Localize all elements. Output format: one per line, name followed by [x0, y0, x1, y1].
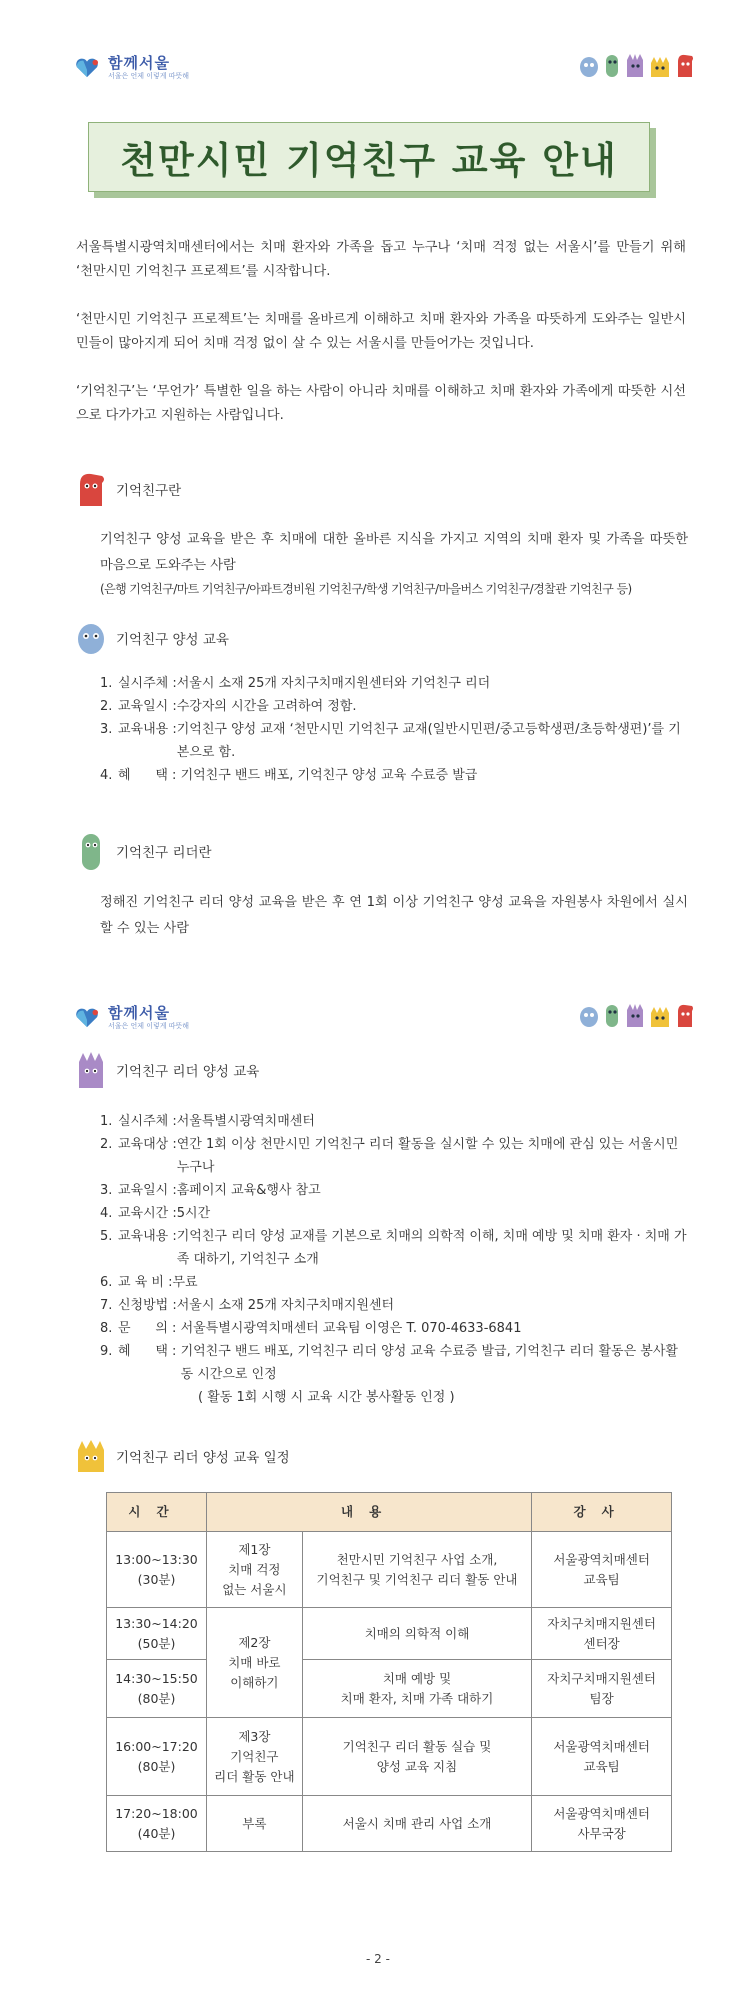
section-what-is-memory-friend: [74, 470, 181, 508]
list-value: 5시간: [176, 1206, 211, 1221]
list-number: 8.: [100, 1321, 113, 1336]
list-number: 7.: [100, 1298, 113, 1313]
list-key: 신청방법 :: [118, 1298, 177, 1313]
yellow-character-icon: [649, 1004, 671, 1028]
content-cell: 기억친구 리더 활동 실습 및 양성 교육 지침: [302, 1718, 531, 1796]
content-cell: 치매의 의학적 이해: [302, 1608, 531, 1660]
list-item: [100, 1110, 690, 1133]
duration: (80분): [137, 1758, 176, 1774]
list-value: 홈페이지 교육&행사 참고: [176, 1183, 321, 1198]
red-character-icon: [74, 470, 108, 508]
page-title: 천만시민 기억친구 교육 안내: [120, 139, 618, 182]
page-number: - 2 -: [366, 1952, 390, 1966]
seoul-logo: [72, 1006, 189, 1030]
header-time: 시간: [107, 1493, 207, 1532]
content-cell: 서울시 치매 관리 사업 소개: [302, 1796, 531, 1852]
green-character-icon: [603, 1002, 621, 1028]
list-key: 교육내용 :: [118, 1229, 177, 1244]
time-range: 13:30~14:20: [115, 1615, 198, 1631]
list-number: 9.: [100, 1344, 113, 1359]
list-value: 서울시 소재 25개 자치구치매지원센터와 기억친구 리더: [176, 676, 491, 691]
character-group: [578, 52, 696, 78]
time-range: 17:20~18:00: [115, 1805, 198, 1821]
list-value: 기억친구 양성 교재 ‘천만시민 기억친구 교재(일반시민편/중고등학생편/초등학생편)’를 기본으로 함.: [176, 722, 681, 760]
lecturer-cell: 서울광역치매센터 교육팀: [532, 1532, 672, 1608]
list-item: [100, 1294, 690, 1317]
list-number: 3.: [100, 1183, 113, 1198]
list-key: 교육시간 :: [118, 1206, 177, 1221]
section3-body: 정해진 기억친구 리더 양성 교육을 받은 후 연 1회 이상 기억친구 양성 교육을 자원봉사 차원에서 실시할 수 있는 사람: [100, 895, 688, 936]
purple-character-icon: [624, 52, 646, 78]
time-range: 16:00~17:20: [115, 1738, 198, 1754]
list-number: 5.: [100, 1229, 113, 1244]
section-leader-training: [74, 1050, 259, 1090]
section1-note: (은행 기억친구/마트 기억친구/아파트경비원 기억친구/학생 기억친구/마을버스 기억친구/경찰관 기억친구 등): [100, 582, 632, 596]
table-row: [107, 1718, 672, 1796]
list-key: 문 의 :: [118, 1321, 181, 1336]
red-character-icon: [674, 1002, 696, 1028]
list-value: 수강자의 시간을 고려하여 정함.: [176, 699, 357, 714]
green-character-icon: [74, 830, 108, 872]
time-cell: [107, 1660, 207, 1718]
duration: (50분): [137, 1635, 176, 1651]
list-number: 1.: [100, 676, 113, 691]
section-training: [74, 620, 229, 656]
list-key: 혜 택 :: [118, 1344, 181, 1359]
header-content: 내용: [206, 1493, 531, 1532]
lecturer-cell: 자치구치매지원센터 팀장: [532, 1660, 672, 1718]
list-value: 기억친구 밴드 배포, 기억친구 양성 교육 수료증 발급: [180, 768, 478, 783]
chapter-cell: 제2장 치매 바로 이해하기: [206, 1608, 302, 1718]
blue-character-icon: [578, 54, 600, 78]
list-number: 3.: [100, 722, 113, 737]
purple-character-icon: [624, 1002, 646, 1028]
list-value: 연간 1회 이상 천만시민 기억친구 리더 활동을 실시할 수 있는 치매에 관심 있는 서울시민 누구나: [176, 1137, 679, 1175]
list-key: 혜 택 :: [118, 768, 181, 783]
list-item: [100, 1225, 690, 1271]
list-item: [100, 1202, 690, 1225]
list-number: 4.: [100, 768, 113, 783]
duration: (40분): [137, 1825, 176, 1841]
list-number: 1.: [100, 1114, 113, 1129]
list-key: 교육내용 :: [118, 722, 177, 737]
lecturer-cell: 서울광역치매센터 교육팀: [532, 1718, 672, 1796]
content-cell: 치매 예방 및 치매 환자, 치매 가족 대하기: [302, 1660, 531, 1718]
logo-text: 함께서울: [108, 1004, 170, 1022]
intro-paragraph-3: ‘기억친구’는 ‘무언가’ 특별한 일을 하는 사람이 아니라 치매를 이해하고 치매 환자와 가족에게 따뜻한 시선으로 다가가고 지원하는 사람입니다.: [76, 384, 686, 423]
seoul-logo: [72, 56, 189, 80]
lecturer-cell: 자치구치매지원센터 센터장: [532, 1608, 672, 1660]
heart-logo-icon: [72, 1007, 102, 1029]
list-value: 기억친구 밴드 배포, 기억친구 리더 양성 교육 수료증 발급, 기억친구 리더 활동은 봉사활동 시간으로 인정: [180, 1344, 678, 1382]
schedule-table: [106, 1492, 672, 1852]
character-group: [578, 1002, 696, 1028]
duration: (80분): [137, 1690, 176, 1706]
time-cell: [107, 1608, 207, 1660]
header-lecturer: 강사: [532, 1493, 672, 1532]
list-key: 교육일시 :: [118, 699, 177, 714]
list-item: [100, 718, 690, 764]
section-heading: 기억친구 리더 양성 교육: [116, 1064, 260, 1080]
red-character-icon: [674, 52, 696, 78]
list-item: [100, 764, 690, 787]
blue-character-icon: [74, 620, 108, 656]
list-item: [100, 1317, 690, 1340]
time-cell: [107, 1796, 207, 1852]
chapter-cell: 부록: [206, 1796, 302, 1852]
purple-character-icon: [74, 1050, 108, 1090]
list-number: 6.: [100, 1275, 113, 1290]
section-heading: 기억친구 양성 교육: [116, 632, 229, 648]
duration: (30분): [137, 1571, 176, 1587]
section-what-is-leader: [74, 830, 212, 872]
lecturer-cell: 서울광역치매센터 사무국장: [532, 1796, 672, 1852]
time-range: 14:30~15:50: [115, 1670, 198, 1686]
list-key: 교육대상 :: [118, 1137, 177, 1152]
table-row: [107, 1532, 672, 1608]
blue-character-icon: [578, 1004, 600, 1028]
yellow-character-icon: [649, 54, 671, 78]
training-list: [100, 672, 690, 787]
list-item: [100, 1340, 690, 1386]
section-heading: 기억친구 리더란: [116, 845, 212, 861]
time-cell: [107, 1718, 207, 1796]
table-row: [107, 1660, 672, 1718]
time-cell: [107, 1532, 207, 1608]
list-value: 기억친구 리더 양성 교재를 기본으로 치매의 의학적 이해, 치매 예방 및 치매 환자 · 치매 가족 대하기, 기억친구 소개: [176, 1229, 687, 1267]
chapter-cell: 제1장 치매 걱정 없는 서울시: [206, 1532, 302, 1608]
list-value: 무료: [172, 1275, 198, 1290]
section-heading: 기억친구 리더 양성 교육 일정: [116, 1450, 290, 1466]
list-value: 서울시 소재 25개 자치구치매지원센터: [176, 1298, 395, 1313]
list-item: [100, 672, 690, 695]
list-number: 2.: [100, 1137, 113, 1152]
section-heading: 기억친구란: [116, 483, 182, 499]
yellow-character-icon: [74, 1438, 108, 1474]
green-character-icon: [603, 52, 621, 78]
list-number: 2.: [100, 699, 113, 714]
list-item: [100, 1179, 690, 1202]
leader-training-list: [100, 1110, 690, 1409]
table-row: [107, 1608, 672, 1660]
time-range: 13:00~13:30: [115, 1551, 198, 1567]
section-leader-schedule: [74, 1438, 290, 1474]
title-box: [88, 122, 650, 192]
logo-text: 함께서울: [108, 54, 170, 72]
intro-paragraph-1: 서울특별시광역치매센터에서는 치매 환자와 가족을 돕고 누구나 ‘치매 걱정 없는 서울시’를 만들기 위해 ‘천만시민 기억친구 프로젝트’를 시작합니다.: [76, 240, 686, 279]
list-value: 서울특별시광역치매센터 교육팀 이영은 T. 070-4633-6841: [180, 1321, 522, 1336]
table-row: [107, 1796, 672, 1852]
logo-slogan: 서울은 언제 이렇게 따뜻해: [108, 72, 190, 80]
list-number: 4.: [100, 1206, 113, 1221]
list-item: [100, 1133, 690, 1179]
list-value: ( 활동 1회 시행 시 교육 시간 봉사활동 인정 ): [198, 1390, 455, 1405]
intro-paragraph-2: ‘천만시민 기억친구 프로젝트’는 치매를 올바르게 이해하고 치매 환자와 가족을 따뜻하게 도와주는 일반시민들이 많아지게 되어 치매 걱정 없이 살 수 있는 서울시를 만들어가는 것입니다.: [76, 312, 686, 351]
list-item: [100, 695, 690, 718]
list-item: [100, 1271, 690, 1294]
heart-logo-icon: [72, 57, 102, 79]
list-key: 교육일시 :: [118, 1183, 177, 1198]
list-item-note: [100, 1386, 690, 1409]
list-key: 실시주체 :: [118, 676, 177, 691]
chapter-cell: 제3장 기억친구 리더 활동 안내: [206, 1718, 302, 1796]
list-key: 교 육 비 :: [118, 1275, 173, 1290]
list-key: 실시주체 :: [118, 1114, 177, 1129]
logo-slogan: 서울은 언제 이렇게 따뜻해: [108, 1022, 190, 1030]
list-value: 서울특별시광역치매센터: [176, 1114, 315, 1129]
table-header-row: [107, 1493, 672, 1532]
section1-body: 기억친구 양성 교육을 받은 후 치매에 대한 올바른 지식을 가지고 지역의 치매 환자 및 가족을 따뜻한 마음으로 도와주는 사람: [100, 532, 688, 573]
content-cell: 천만시민 기억친구 사업 소개, 기억친구 및 기억친구 리더 활동 안내: [302, 1532, 531, 1608]
